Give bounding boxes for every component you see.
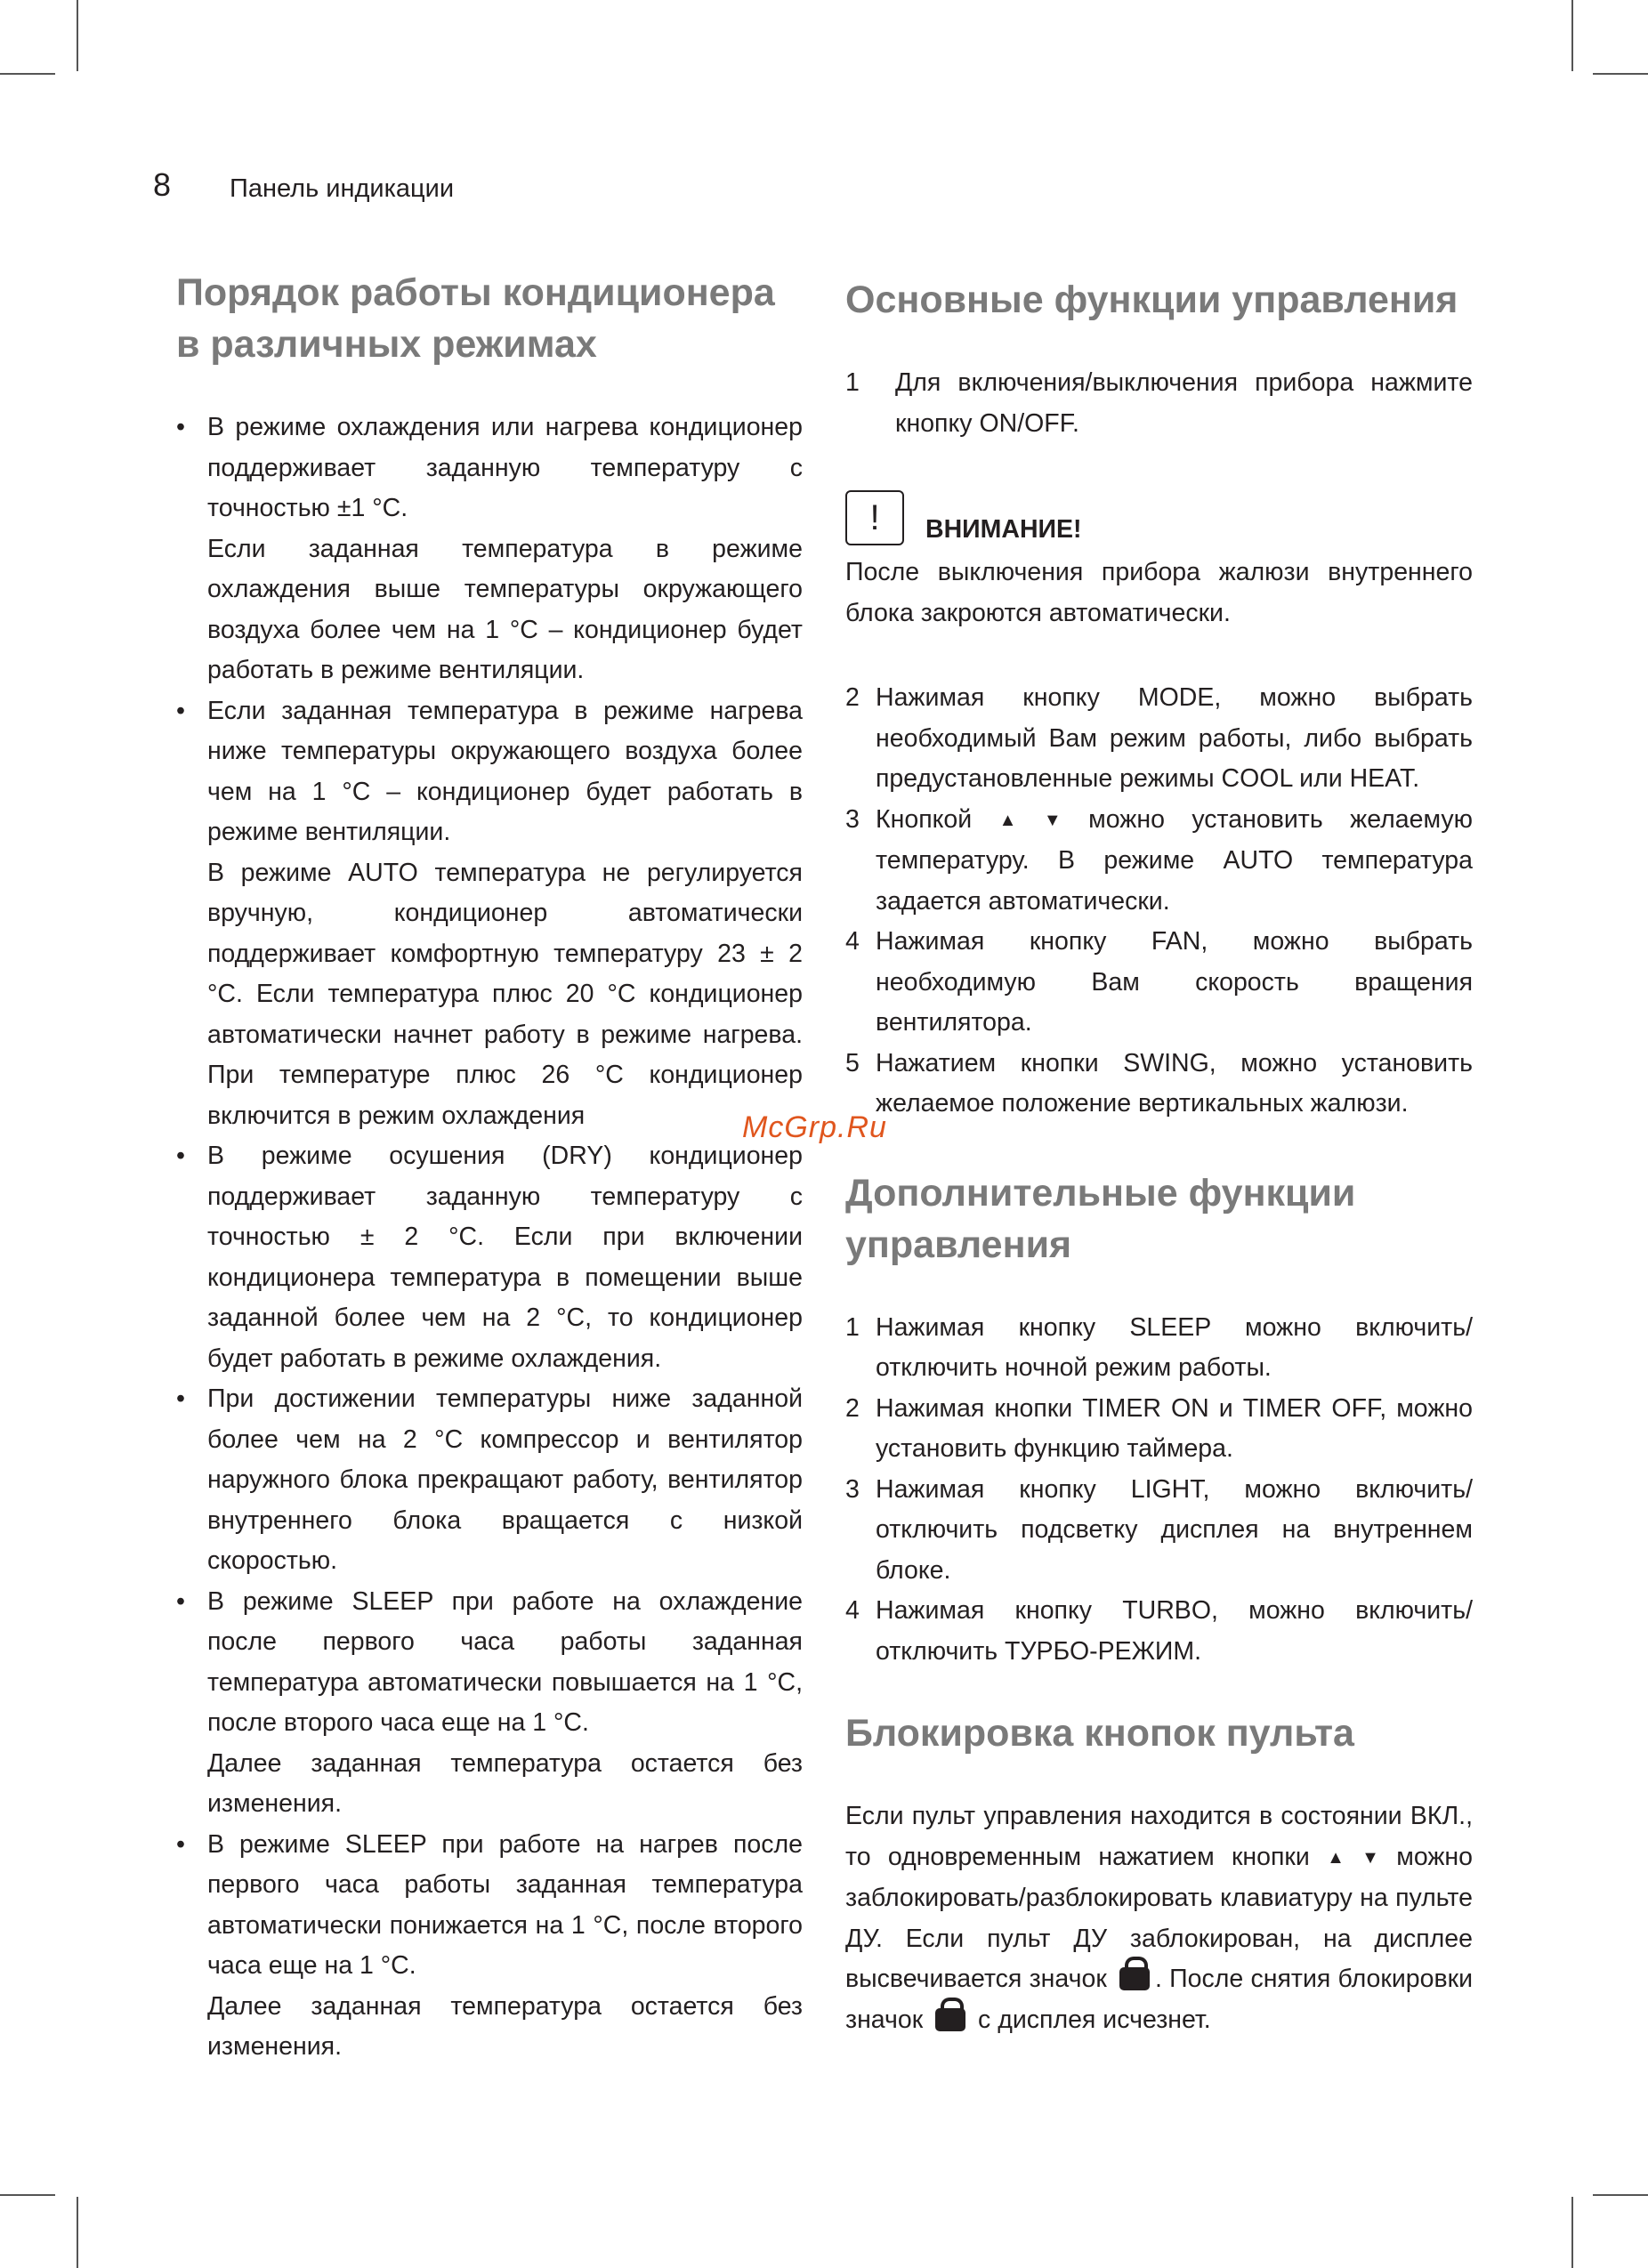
lock-icon <box>1119 1967 1150 1990</box>
list-item-text: Нажимая кнопку SLEEP можно включить/отключить ночной режим работы. <box>876 1312 1473 1382</box>
list-item-number: 3 <box>845 1474 860 1504</box>
modes-list <box>176 408 803 2068</box>
arrow-down-icon: ▼ <box>1043 810 1062 830</box>
arrow-down-icon: ▼ <box>1361 1847 1379 1868</box>
crop-mark <box>1571 0 1573 71</box>
list-item-number: 4 <box>845 927 860 956</box>
list-item <box>176 1825 803 2068</box>
exclamation-box-icon <box>845 490 904 545</box>
list-item-number: 2 <box>845 683 860 712</box>
lock-icon <box>935 2008 965 2031</box>
list-item-text: Нажимая кнопки TIMER ON и TIMER OFF, можно установить функцию таймера. <box>876 1393 1473 1463</box>
list-item <box>176 1379 803 1582</box>
list-item-text: • В режиме осушения (DRY) кондиционер поддерживает заданную температуру с точностью ± 2 °C. Если при включении кондиционера температура в помещении выше заданной более чем на 2 °C, то кондиционер будет работать в режиме охлаждения. <box>207 1142 803 1373</box>
list-item <box>845 1308 1473 1389</box>
list-item <box>176 408 803 691</box>
list-item-text: • В режиме SLEEP при работе на нагрев после первого часа работы заданная температура автоматически понижается на 1 °C, после второго часа еще на 1 °C. <box>207 1829 803 1980</box>
arrow-up-icon: ▲ <box>1327 1847 1345 1868</box>
crop-mark <box>1571 2197 1573 2268</box>
list-item-text: можно установить желаемую температуру. В режиме AUTO температура задается автоматически. <box>876 804 1473 916</box>
list-item-text: Далее заданная температура остается без изменения. <box>207 1991 803 2061</box>
crop-mark <box>0 2194 55 2196</box>
list-item-number: 2 <box>845 1393 860 1423</box>
list-item <box>845 1389 1473 1470</box>
list-item <box>845 800 1473 923</box>
basic-functions-list-continued <box>845 678 1473 1125</box>
lock-text-part: с дисплея исчезнет. <box>978 2005 1211 2034</box>
list-item-text: Кнопкой <box>876 804 973 834</box>
left-column <box>176 267 803 2068</box>
list-item-text: Нажимая кнопку MODE, можно выбрать необходимый Вам режим работы, либо выбрать предустановленные режимы COOL или HEAT. <box>876 683 1473 793</box>
list-item-text: • В режиме SLEEP при работе на охлаждение после первого часа работы заданная температура автоматически повышается на 1 °C, после второго часа еще на 1 °C. <box>207 1586 803 1737</box>
list-item <box>845 1470 1473 1592</box>
list-item-text: • При достижении температуры ниже заданной более чем на 2 °C компрессор и вентилятор наружного блока прекращают работу, вентилятор внутреннего блока вращается с низкой скоростью. <box>207 1384 803 1575</box>
list-item-text: Если заданная температура в режиме охлаждения выше температуры окружающего воздуха более чем на 1 °C – кондиционер будет работать в режиме вентиляции. <box>207 534 803 684</box>
list-item-number: 1 <box>845 368 860 397</box>
list-item-number: 3 <box>845 804 860 834</box>
list-item <box>176 1136 803 1379</box>
list-item-text: Нажимая кнопку TURBO, можно включить/отключить ТУРБО-РЕЖИМ. <box>876 1596 1473 1666</box>
button-lock-heading: Блокировка кнопок пульта <box>845 1712 1354 1755</box>
warning-title: ВНИМАНИЕ! <box>925 515 1082 544</box>
lock-text-part: . После снятия блокировки значок <box>845 1965 1473 2034</box>
list-item <box>176 691 803 1137</box>
lock-text-part: можно заблокировать/разблокировать клавиатуру на пульте ДУ. Если пульт ДУ заблокирован, на дисплее высвечивается значок <box>845 1842 1473 1993</box>
extra-functions-list <box>845 1308 1473 1673</box>
list-item-text: Нажимая кнопку FAN, можно выбрать необходимую Вам скорость вращения вентилятора. <box>876 927 1473 1037</box>
list-item-text: Для включения/выключения прибора нажмите кнопку ON/OFF. <box>895 368 1473 438</box>
warning-header <box>845 487 1473 545</box>
crop-mark <box>0 73 55 75</box>
warning-symbol: ! <box>869 498 880 537</box>
list-item-text: Далее заданная температура остается без изменения. <box>207 1748 803 1818</box>
list-item-text: • Если заданная температура в режиме нагрева ниже температуры окружающего воздуха более чем на 1 °C – кондиционер будет работать в режиме вентиляции. <box>207 696 803 846</box>
list-item <box>845 1044 1473 1125</box>
basic-functions-list <box>845 363 1473 444</box>
crop-mark <box>77 0 78 71</box>
lock-text-part: Если пульт управления находится в состоянии ВКЛ., то одновременным нажатием кнопки <box>845 1802 1473 1871</box>
arrow-up-icon: ▲ <box>998 810 1017 830</box>
list-item-number: 5 <box>845 1048 860 1078</box>
watermark: McGrp.Ru <box>742 1110 887 1144</box>
list-item-text: • В режиме охлаждения или нагрева кондиционер поддерживает заданную температуру с точностью ±1 °C. <box>207 413 803 522</box>
list-item-text: Нажимая кнопку LIGHT, можно включить/отключить подсветку дисплея на внутреннем блоке. <box>876 1474 1473 1585</box>
list-item-number: 1 <box>845 1312 860 1342</box>
modes-heading: Порядок работы кондиционера в различных режимах <box>176 271 775 366</box>
list-item-number: 4 <box>845 1596 860 1625</box>
list-item-text: Нажатием кнопки SWING, можно установить желаемое положение вертикальных жалюзи. <box>876 1048 1473 1118</box>
list-item <box>176 1582 803 1825</box>
list-item <box>845 1591 1473 1672</box>
crop-mark <box>77 2197 78 2268</box>
basic-functions-heading: Основные функции управления <box>845 278 1458 321</box>
extra-functions-heading: Дополнительные функции управления <box>845 1171 1356 1266</box>
warning-text: После выключения прибора жалюзи внутреннего блока закроются автоматически. <box>845 558 1473 627</box>
crop-mark <box>1593 2194 1648 2196</box>
button-lock-text <box>845 1796 1473 2040</box>
warning-block <box>845 487 1473 634</box>
list-item <box>845 678 1473 800</box>
list-item <box>845 922 1473 1044</box>
list-item-text: В режиме AUTO температура не регулируется вручную, кондиционер автоматически поддерживает комфортную температуру 23 ± 2 °C. Если температура плюс 20 °C кондиционер автоматически начнет работу в режиме нагрева. При температуре плюс 26 °C кондиционер включится в режим охлаждения <box>207 858 803 1130</box>
running-head: Панель индикации <box>230 174 455 203</box>
crop-mark <box>1593 73 1648 75</box>
right-column <box>845 267 1473 2040</box>
list-item <box>845 363 1473 444</box>
page-number: 8 <box>153 166 172 203</box>
